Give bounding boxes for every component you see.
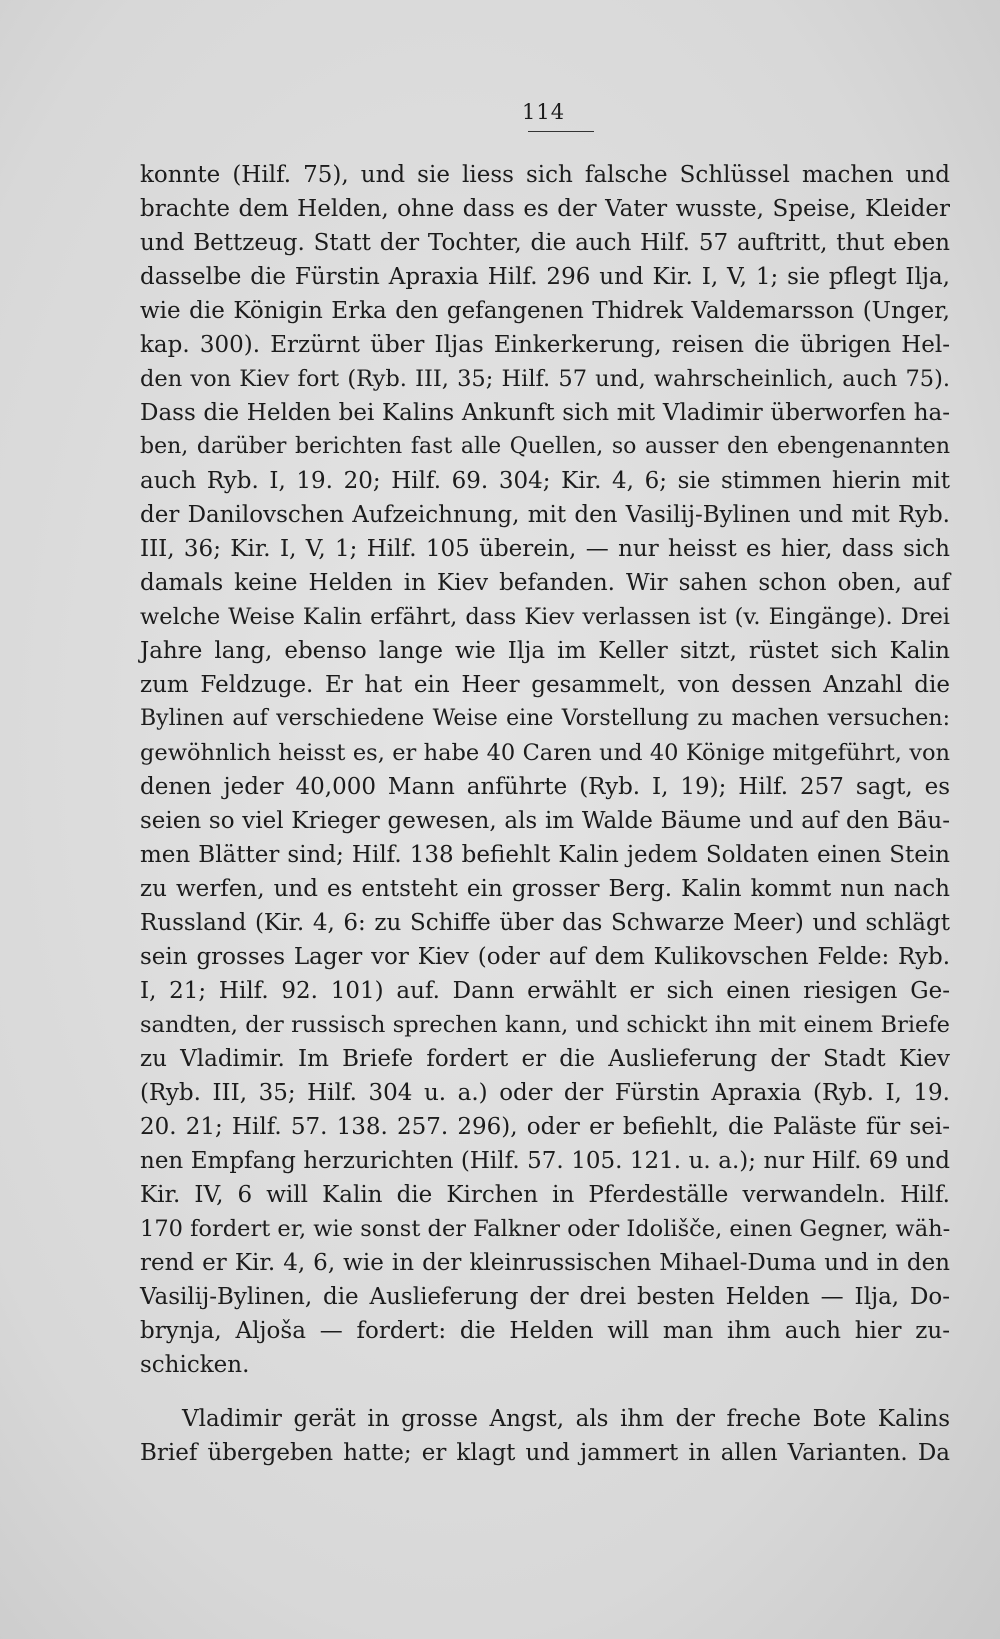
text-line: gewöhnlich heisst es, er habe 40 Caren und 40 Könige mitgeführt, von: [140, 740, 950, 766]
text-line: Bylinen auf verschiedene Weise eine Vorstellung zu machen versuchen:: [140, 706, 950, 731]
page-number: 114: [522, 100, 566, 124]
text-line: kap. 300). Erzürnt über Iljas Einkerkerung, reisen die übrigen Hel-: [140, 332, 950, 358]
text-line: Vasilij-Bylinen, die Auslieferung der drei besten Helden — Ilja, Do-: [140, 1284, 950, 1310]
text-line: konnte (Hilf. 75), und sie liess sich falsche Schlüssel machen und: [140, 162, 950, 188]
text-line: (Ryb. III, 35; Hilf. 304 u. a.) oder der Fürstin Apraxia (Ryb. I, 19.: [140, 1080, 950, 1106]
text-line: dasselbe die Fürstin Apraxia Hilf. 296 und Kir. I, V, 1; sie pflegt Ilja,: [140, 264, 950, 290]
text-line: I, 21; Hilf. 92. 101) auf. Dann erwählt er sich einen riesigen Ge-: [140, 978, 950, 1004]
text-line: Russland (Kir. 4, 6: zu Schiffe über das Schwarze Meer) und schlägt: [140, 910, 950, 936]
text-line: Dass die Helden bei Kalins Ankunft sich mit Vladimir überworfen ha-: [140, 400, 950, 426]
text-line: denen jeder 40,000 Mann anführte (Ryb. I, 19); Hilf. 257 sagt, es: [140, 774, 950, 800]
text-line: welche Weise Kalin erfährt, dass Kiev verlassen ist (v. Eingänge). Drei: [140, 604, 950, 630]
text-line: seien so viel Krieger gewesen, als im Walde Bäume und auf den Bäu-: [140, 808, 950, 834]
text-line: 170 fordert er, wie sonst der Falkner oder Idolišče, einen Gegner, wäh-: [140, 1216, 951, 1242]
text-line: Vladimir gerät in grosse Angst, als ihm der freche Bote Kalins: [182, 1406, 950, 1432]
text-line: damals keine Helden in Kiev befanden. Wir sahen schon oben, auf: [140, 570, 950, 596]
text-line: nen Empfang herzurichten (Hilf. 57. 105. 121. u. a.); nur Hilf. 69 und: [140, 1148, 950, 1174]
text-line: zu Vladimir. Im Briefe fordert er die Auslieferung der Stadt Kiev: [140, 1046, 950, 1072]
text-line: Jahre lang, ebenso lange wie Ilja im Keller sitzt, rüstet sich Kalin: [140, 638, 950, 664]
text-line: Kir. IV, 6 will Kalin die Kirchen in Pferdeställe verwandeln. Hilf.: [140, 1182, 950, 1208]
text-line: zu werfen, und es entsteht ein grosser Berg. Kalin kommt nun nach: [140, 876, 950, 902]
text-line: 20. 21; Hilf. 57. 138. 257. 296), oder er befiehlt, die Paläste für sei-: [140, 1114, 950, 1140]
text-line: rend er Kir. 4, 6, wie in der kleinrussischen Mihael-Duma und in den: [140, 1250, 950, 1276]
text-line: ben, darüber berichten fast alle Quellen, so ausser den ebengenannten: [140, 434, 950, 459]
text-line: zum Feldzuge. Er hat ein Heer gesammelt, von dessen Anzahl die: [140, 672, 950, 698]
text-line: sein grosses Lager vor Kiev (oder auf dem Kulikovschen Felde: Ryb.: [140, 944, 950, 970]
text-line: brachte dem Helden, ohne dass es der Vater wusste, Speise, Kleider: [140, 196, 950, 222]
page-number-rule: [528, 131, 594, 132]
text-line: Brief übergeben hatte; er klagt und jammert in allen Varianten. Da: [140, 1440, 950, 1466]
text-line: den von Kiev fort (Ryb. III, 35; Hilf. 57 und, wahrscheinlich, auch 75).: [140, 366, 950, 392]
text-line: brynja, Aljoša — fordert: die Helden will man ihm auch hier zu-: [140, 1318, 950, 1344]
body-text: [140, 158, 950, 1470]
text-line: men Blätter sind; Hilf. 138 befiehlt Kalin jedem Soldaten einen Stein: [140, 842, 950, 868]
text-line: III, 36; Kir. I, V, 1; Hilf. 105 überein, — nur heisst es hier, dass sich: [140, 536, 950, 562]
text-line: und Bettzeug. Statt der Tochter, die auch Hilf. 57 auftritt, thut eben: [140, 230, 950, 256]
text-line: wie die Königin Erka den gefangenen Thidrek Valdemarsson (Unger,: [140, 298, 950, 324]
text-line: auch Ryb. I, 19. 20; Hilf. 69. 304; Kir. 4, 6; sie stimmen hierin mit: [140, 468, 950, 494]
text-line: sandten, der russisch sprechen kann, und schickt ihn mit einem Briefe: [140, 1012, 950, 1038]
text-line: der Danilovschen Aufzeichnung, mit den Vasilij-Bylinen und mit Ryb.: [140, 502, 950, 528]
text-line: schicken.: [140, 1352, 250, 1378]
